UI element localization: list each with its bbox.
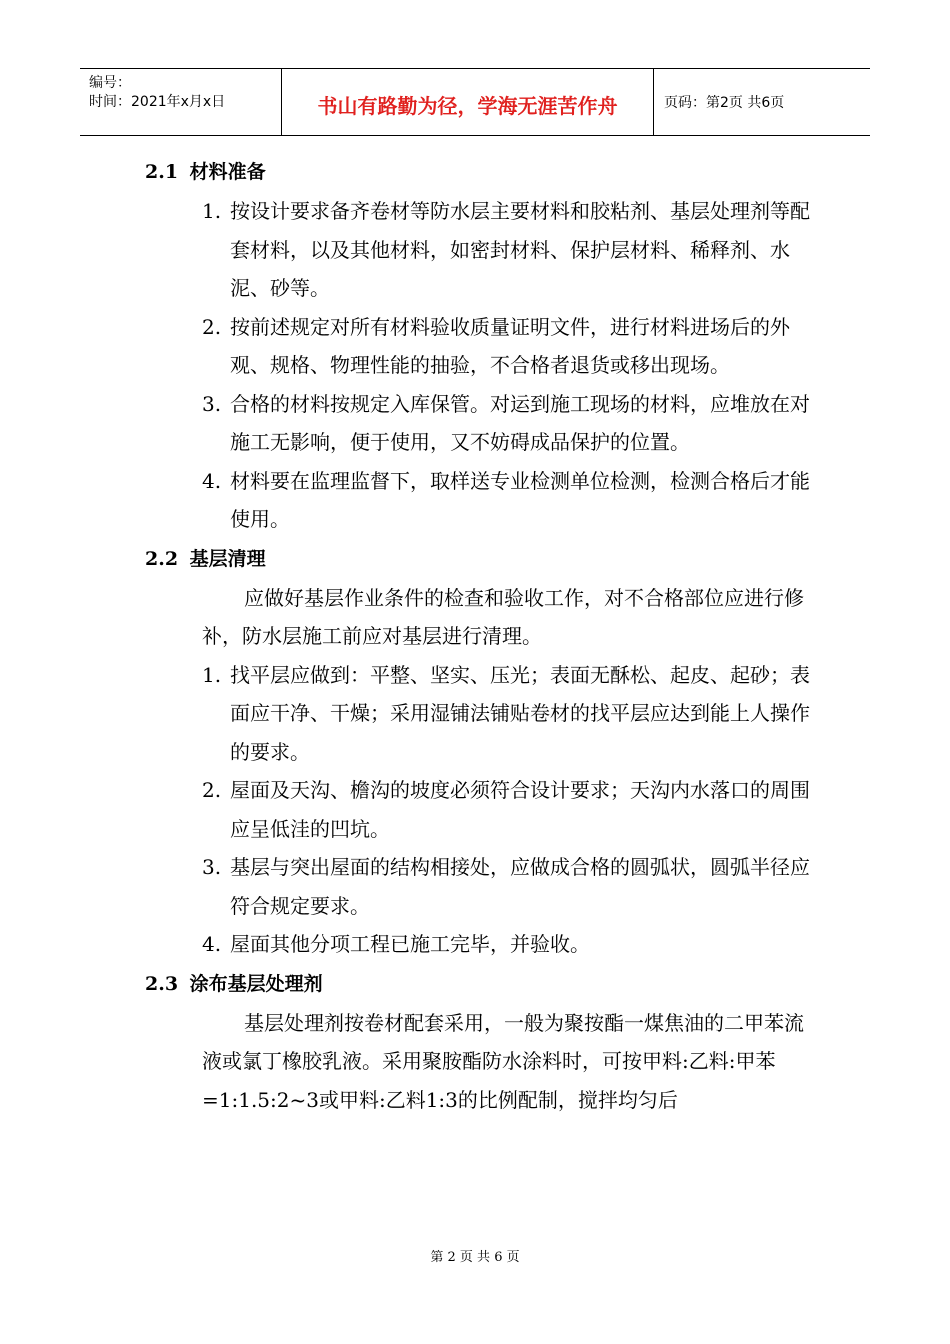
page-info: 页码：第2页 共6页 xyxy=(664,95,785,111)
motto-text: 书山有路勤为径，学海无涯苦作舟 xyxy=(317,93,618,118)
list-item: 2. 屋面及天沟、檐沟的坡度必须符合设计要求；天沟内水落口的周围应呈低洼的凹坑。 xyxy=(202,778,810,841)
section-number: 2.3 xyxy=(145,972,179,995)
list-item: 4. 屋面其他分项工程已施工完毕，并验收。 xyxy=(202,932,590,956)
section-title: 涂布基层处理剂 xyxy=(189,972,323,995)
list-item: 3. 合格的材料按规定入库保管。对运到施工现场的材料，应堆放在对施工无影响，便于使用，又不妨碍成品保护的位置。 xyxy=(202,391,810,454)
numbered-list xyxy=(145,192,825,539)
numbered-list xyxy=(145,656,825,964)
page-footer: 第 2 页 共 6 页 xyxy=(430,1250,520,1265)
section-intro: 应做好基层作业条件的检查和验收工作，对不合格部位应进行修补，防水层施工前应对基层进行清理。 xyxy=(202,585,804,648)
header-motto-cell xyxy=(282,69,654,135)
list-item: 1. 找平层应做到：平整、坚实、压光；表面无酥松、起皮、起砂；表面应干净、干燥；采用湿铺法铺贴卷材的找平层应达到能上人操作的要求。 xyxy=(202,662,810,764)
list-item-text: 合格的材料按规定入库保管。对运到施工现场的材料，应堆放在对施工无影响，便于使用，又不妨碍成品保护的位置。 xyxy=(230,391,810,454)
list-item-text: 按前述规定对所有材料验收质量证明文件，进行材料进场后的外观、规格、物理性能的抽验，不合格者退货或移出现场。 xyxy=(230,314,790,377)
section-title: 材料准备 xyxy=(189,161,266,183)
list-item-text: 找平层应做到：平整、坚实、压光；表面无酥松、起皮、起砂；表面应干净、干燥；采用湿铺法铺贴卷材的找平层应达到能上人操作的要求。 xyxy=(230,662,810,764)
list-item-text: 材料要在监理监督下，取样送专业检测单位检测，检测合格后才能使用。 xyxy=(230,468,810,531)
section-number: 2.1 xyxy=(145,161,179,183)
section-number: 2.2 xyxy=(145,547,179,570)
page-header xyxy=(80,68,870,136)
section-title: 基层清理 xyxy=(189,547,266,570)
list-item: 4. 材料要在监理监督下，取样送专业检测单位检测，检测合格后才能使用。 xyxy=(202,468,810,531)
list-item-text: 屋面其他分项工程已施工完毕，并验收。 xyxy=(230,932,590,956)
header-page-cell xyxy=(654,69,870,135)
list-item: 2. 按前述规定对所有材料验收质量证明文件，进行材料进场后的外观、规格、物理性能的抽验，不合格者退货或移出现场。 xyxy=(202,314,790,377)
list-item-text: 屋面及天沟、檐沟的坡度必须符合设计要求；天沟内水落口的周围应呈低洼的凹坑。 xyxy=(230,778,810,841)
list-item-text: 按设计要求备齐卷材等防水层主要材料和胶粘剂、基层处理剂等配套材料，以及其他材料，如密封材料、保护层材料、稀释剂、水泥、砂等。 xyxy=(230,199,810,300)
time-label: 时间：2021年x月x日 xyxy=(89,94,226,110)
section-heading xyxy=(145,152,825,192)
list-item-text: 基层与突出屋面的结构相接处，应做成合格的圆弧状，圆弧半径应符合规定要求。 xyxy=(230,855,810,918)
section-heading xyxy=(145,964,825,1004)
list-item: 1. 按设计要求备齐卷材等防水层主要材料和胶粘剂、基层处理剂等配套材料，以及其他材料，如密封材料、保护层材料、稀释剂、水泥、砂等。 xyxy=(202,199,810,300)
section-intro: 基层处理剂按卷材配套采用，一般为聚按酯一煤焦油的二甲苯流液或氯丁橡胶乳液。采用聚胺酯防水涂料时，可按甲料:乙料:甲苯=1:1.5:2~3或甲料:乙料1:3的比例配制，搅拌均匀后 xyxy=(202,1010,804,1112)
header-meta-cell xyxy=(80,69,282,135)
list-item: 3. 基层与突出屋面的结构相接处，应做成合格的圆弧状，圆弧半径应符合规定要求。 xyxy=(202,855,810,918)
number-label: 编号： xyxy=(89,75,131,91)
section-heading xyxy=(145,539,825,579)
document-body xyxy=(145,152,825,1119)
